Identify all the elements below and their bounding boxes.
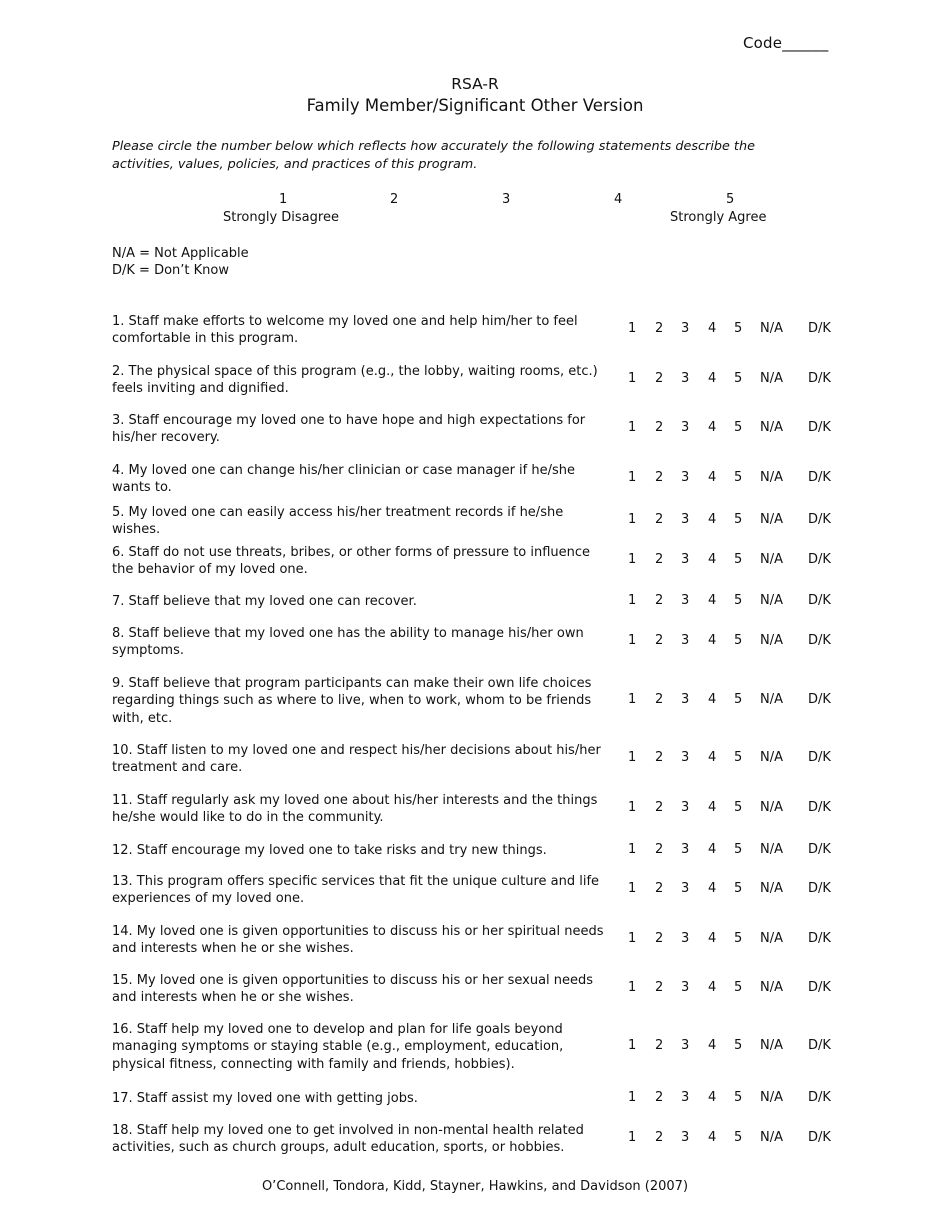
response-option-4[interactable]: 4 xyxy=(708,750,717,765)
response-option-4[interactable]: 4 xyxy=(708,1090,717,1105)
response-option-4[interactable]: 4 xyxy=(708,1130,717,1145)
response-option-4[interactable]: 4 xyxy=(708,470,717,485)
response-options xyxy=(112,362,842,398)
response-option-5[interactable]: 5 xyxy=(734,842,743,857)
scale-number-4: 4 xyxy=(614,192,623,207)
response-option-4[interactable]: 4 xyxy=(708,593,717,608)
response-option-dk[interactable]: D/K xyxy=(808,842,831,857)
response-option-1[interactable]: 1 xyxy=(628,1130,637,1145)
response-option-4[interactable]: 4 xyxy=(708,842,717,857)
response-option-3[interactable]: 3 xyxy=(681,692,690,707)
response-option-5[interactable]: 5 xyxy=(734,980,743,995)
response-option-4[interactable]: 4 xyxy=(708,420,717,435)
survey-item-row xyxy=(112,411,842,447)
response-option-2[interactable]: 2 xyxy=(655,321,664,336)
response-option-dk[interactable]: D/K xyxy=(808,420,831,435)
survey-item-row xyxy=(112,461,842,497)
response-options xyxy=(112,971,842,1007)
instructions: Please circle the number below which reflects how accurately the following statements describe the activities, values, policies, and practices of this program. xyxy=(112,139,755,172)
response-option-3[interactable]: 3 xyxy=(681,800,690,815)
response-option-4[interactable]: 4 xyxy=(708,552,717,567)
scale-high-label: Strongly Agree xyxy=(670,210,767,225)
response-options xyxy=(112,624,842,660)
response-option-na[interactable]: N/A xyxy=(760,470,783,485)
survey-item-row xyxy=(112,362,842,398)
response-option-1[interactable]: 1 xyxy=(628,633,637,648)
response-options xyxy=(112,674,842,728)
item-statement: 3. Staff encourage my loved one to have hope and high expectations for his/her recovery. xyxy=(112,412,586,445)
survey-item-row xyxy=(112,872,842,908)
response-option-na[interactable]: N/A xyxy=(760,1038,783,1053)
form-title: RSA-R xyxy=(451,75,499,93)
response-option-dk[interactable]: D/K xyxy=(808,1038,831,1053)
response-option-5[interactable]: 5 xyxy=(734,1090,743,1105)
response-option-4[interactable]: 4 xyxy=(708,1038,717,1053)
response-option-1[interactable]: 1 xyxy=(628,931,637,946)
response-option-na[interactable]: N/A xyxy=(760,512,783,527)
response-option-3[interactable]: 3 xyxy=(681,512,690,527)
response-option-dk[interactable]: D/K xyxy=(808,800,831,815)
response-option-3[interactable]: 3 xyxy=(681,552,690,567)
response-option-3[interactable]: 3 xyxy=(681,420,690,435)
survey-item-row xyxy=(112,624,842,660)
response-options xyxy=(112,543,842,579)
survey-item-row xyxy=(112,971,842,1007)
response-option-5[interactable]: 5 xyxy=(734,692,743,707)
response-option-dk[interactable]: D/K xyxy=(808,321,831,336)
response-option-1[interactable]: 1 xyxy=(628,593,637,608)
response-option-2[interactable]: 2 xyxy=(655,420,664,435)
item-statement: 9. Staff believe that program participants can make their own life choices regarding things such as where to live, when to work, whom to be friends with, etc. xyxy=(112,675,592,726)
response-option-1[interactable]: 1 xyxy=(628,980,637,995)
response-option-1[interactable]: 1 xyxy=(628,750,637,765)
response-option-3[interactable]: 3 xyxy=(681,1130,690,1145)
response-option-dk[interactable]: D/K xyxy=(808,512,831,527)
response-option-4[interactable]: 4 xyxy=(708,692,717,707)
survey-item-row xyxy=(112,922,842,958)
response-option-2[interactable]: 2 xyxy=(655,593,664,608)
survey-item-row xyxy=(112,312,842,348)
response-option-5[interactable]: 5 xyxy=(734,800,743,815)
legend-dk: D/K = Don’t Know xyxy=(112,263,229,278)
response-option-dk[interactable]: D/K xyxy=(808,633,831,648)
response-options xyxy=(112,872,842,908)
response-option-1[interactable]: 1 xyxy=(628,1038,637,1053)
scale-number-2: 2 xyxy=(390,192,399,207)
response-option-na[interactable]: N/A xyxy=(760,800,783,815)
survey-item-row xyxy=(112,674,842,728)
response-options xyxy=(112,841,842,861)
legend-na: N/A = Not Applicable xyxy=(112,246,249,261)
response-option-na[interactable]: N/A xyxy=(760,633,783,648)
response-option-3[interactable]: 3 xyxy=(681,321,690,336)
response-options xyxy=(112,1020,842,1074)
survey-item-row xyxy=(112,504,842,537)
response-option-5[interactable]: 5 xyxy=(734,552,743,567)
response-option-dk[interactable]: D/K xyxy=(808,692,831,707)
response-option-dk[interactable]: D/K xyxy=(808,1130,831,1145)
response-option-2[interactable]: 2 xyxy=(655,1090,664,1105)
item-statement: 16. Staff help my loved one to develop and plan for life goals beyond managing symptoms or staying stable (e.g., employment, education, physical fitness, connecting with family and friends, hobbies). xyxy=(112,1021,564,1072)
item-statement: 13. This program offers specific services that fit the unique culture and life experiences of my loved one. xyxy=(112,873,600,906)
response-option-3[interactable]: 3 xyxy=(681,980,690,995)
response-option-dk[interactable]: D/K xyxy=(808,931,831,946)
response-option-na[interactable]: N/A xyxy=(760,881,783,896)
response-option-1[interactable]: 1 xyxy=(628,800,637,815)
response-option-1[interactable]: 1 xyxy=(628,371,637,386)
response-option-5[interactable]: 5 xyxy=(734,931,743,946)
item-statement: 4. My loved one can change his/her clinician or case manager if he/she wants to. xyxy=(112,462,575,495)
response-option-3[interactable]: 3 xyxy=(681,470,690,485)
response-option-1[interactable]: 1 xyxy=(628,552,637,567)
response-option-3[interactable]: 3 xyxy=(681,931,690,946)
response-option-4[interactable]: 4 xyxy=(708,371,717,386)
response-option-na[interactable]: N/A xyxy=(760,552,783,567)
response-option-5[interactable]: 5 xyxy=(734,420,743,435)
response-option-na[interactable]: N/A xyxy=(760,420,783,435)
item-statement: 17. Staff assist my loved one with getting jobs. xyxy=(112,1091,418,1107)
item-statement: 1. Staff make efforts to welcome my loved one and help him/her to feel comfortable in this program. xyxy=(112,313,578,346)
scale-low-label: Strongly Disagree xyxy=(223,210,339,225)
response-option-1[interactable]: 1 xyxy=(628,692,637,707)
response-option-na[interactable]: N/A xyxy=(760,593,783,608)
response-option-na[interactable]: N/A xyxy=(760,1090,783,1105)
response-options xyxy=(112,312,842,348)
response-option-4[interactable]: 4 xyxy=(708,931,717,946)
response-option-2[interactable]: 2 xyxy=(655,512,664,527)
response-option-1[interactable]: 1 xyxy=(628,1090,637,1105)
response-option-dk[interactable]: D/K xyxy=(808,750,831,765)
survey-item-row xyxy=(112,543,842,579)
form-subtitle: Family Member/Significant Other Version xyxy=(306,96,644,115)
response-option-dk[interactable]: D/K xyxy=(808,881,831,896)
response-option-5[interactable]: 5 xyxy=(734,321,743,336)
response-option-2[interactable]: 2 xyxy=(655,470,664,485)
scale-number-5: 5 xyxy=(726,192,735,207)
response-option-5[interactable]: 5 xyxy=(734,1038,743,1053)
scale-number-3: 3 xyxy=(502,192,511,207)
response-option-dk[interactable]: D/K xyxy=(808,593,831,608)
response-option-2[interactable]: 2 xyxy=(655,371,664,386)
survey-item-row xyxy=(112,592,842,612)
item-statement: 12. Staff encourage my loved one to take risks and try new things. xyxy=(112,843,547,859)
response-option-2[interactable]: 2 xyxy=(655,800,664,815)
response-option-3[interactable]: 3 xyxy=(681,593,690,608)
response-option-5[interactable]: 5 xyxy=(734,512,743,527)
response-options xyxy=(112,1121,842,1157)
response-option-na[interactable]: N/A xyxy=(760,750,783,765)
response-options xyxy=(112,791,842,827)
response-options xyxy=(112,511,842,531)
response-options xyxy=(112,922,842,958)
response-option-na[interactable]: N/A xyxy=(760,931,783,946)
response-option-5[interactable]: 5 xyxy=(734,881,743,896)
response-option-2[interactable]: 2 xyxy=(655,692,664,707)
response-option-2[interactable]: 2 xyxy=(655,1038,664,1053)
response-options xyxy=(112,461,842,497)
response-option-2[interactable]: 2 xyxy=(655,750,664,765)
response-option-2[interactable]: 2 xyxy=(655,1130,664,1145)
survey-item-row xyxy=(112,841,842,861)
response-option-2[interactable]: 2 xyxy=(655,633,664,648)
response-option-dk[interactable]: D/K xyxy=(808,552,831,567)
response-option-4[interactable]: 4 xyxy=(708,800,717,815)
response-option-4[interactable]: 4 xyxy=(708,321,717,336)
item-statement: 5. My loved one can easily access his/her treatment records if he/she wishes. xyxy=(112,504,564,537)
item-statement: 10. Staff listen to my loved one and respect his/her decisions about his/her treatment and care. xyxy=(112,742,601,775)
response-option-dk[interactable]: D/K xyxy=(808,371,831,386)
response-option-na[interactable]: N/A xyxy=(760,1130,783,1145)
survey-item-row xyxy=(112,1089,842,1109)
response-option-3[interactable]: 3 xyxy=(681,1038,690,1053)
response-option-3[interactable]: 3 xyxy=(681,881,690,896)
response-option-5[interactable]: 5 xyxy=(734,750,743,765)
response-option-4[interactable]: 4 xyxy=(708,512,717,527)
response-option-5[interactable]: 5 xyxy=(734,633,743,648)
item-statement: 7. Staff believe that my loved one can recover. xyxy=(112,594,417,610)
response-option-2[interactable]: 2 xyxy=(655,881,664,896)
response-option-2[interactable]: 2 xyxy=(655,552,664,567)
response-option-4[interactable]: 4 xyxy=(708,633,717,648)
response-option-3[interactable]: 3 xyxy=(681,750,690,765)
response-option-1[interactable]: 1 xyxy=(628,842,637,857)
response-option-dk[interactable]: D/K xyxy=(808,470,831,485)
response-option-dk[interactable]: D/K xyxy=(808,1090,831,1105)
response-options xyxy=(112,741,842,777)
response-options xyxy=(112,411,842,447)
response-option-4[interactable]: 4 xyxy=(708,980,717,995)
response-option-na[interactable]: N/A xyxy=(760,842,783,857)
response-option-na[interactable]: N/A xyxy=(760,321,783,336)
response-option-5[interactable]: 5 xyxy=(734,593,743,608)
scale-number-1: 1 xyxy=(279,192,288,207)
item-statement: 18. Staff help my loved one to get involved in non-mental health related activities, such as church groups, adult education, sports, or hobbies. xyxy=(112,1122,584,1155)
response-option-na[interactable]: N/A xyxy=(760,371,783,386)
response-option-na[interactable]: N/A xyxy=(760,980,783,995)
response-option-3[interactable]: 3 xyxy=(681,371,690,386)
citation-footer: O’Connell, Tondora, Kidd, Stayner, Hawkins, and Davidson (2007) xyxy=(261,1179,689,1194)
response-option-5[interactable]: 5 xyxy=(734,1130,743,1145)
code-field: Code______ xyxy=(743,34,829,52)
response-option-1[interactable]: 1 xyxy=(628,321,637,336)
survey-item-row xyxy=(112,1121,842,1157)
item-statement: 15. My loved one is given opportunities to discuss his or her sexual needs and interests when he or she wishes. xyxy=(112,972,594,1005)
survey-item-row xyxy=(112,1020,842,1074)
response-option-3[interactable]: 3 xyxy=(681,842,690,857)
survey-item-row xyxy=(112,791,842,827)
item-statement: 2. The physical space of this program (e.g., the lobby, waiting rooms, etc.) feels inviting and dignified. xyxy=(112,363,598,396)
item-statement: 14. My loved one is given opportunities to discuss his or her spiritual needs and interests when he or she wishes. xyxy=(112,923,604,956)
response-option-2[interactable]: 2 xyxy=(655,842,664,857)
response-option-1[interactable]: 1 xyxy=(628,512,637,527)
response-option-3[interactable]: 3 xyxy=(681,1090,690,1105)
response-option-2[interactable]: 2 xyxy=(655,980,664,995)
response-options xyxy=(112,1089,842,1109)
response-option-na[interactable]: N/A xyxy=(760,692,783,707)
response-option-5[interactable]: 5 xyxy=(734,371,743,386)
survey-item-row xyxy=(112,741,842,777)
response-option-1[interactable]: 1 xyxy=(628,881,637,896)
response-option-5[interactable]: 5 xyxy=(734,470,743,485)
item-statement: 8. Staff believe that my loved one has the ability to manage his/her own symptoms. xyxy=(112,625,584,658)
response-option-1[interactable]: 1 xyxy=(628,470,637,485)
response-option-3[interactable]: 3 xyxy=(681,633,690,648)
response-option-2[interactable]: 2 xyxy=(655,931,664,946)
response-options xyxy=(112,592,842,612)
item-statement: 11. Staff regularly ask my loved one about his/her interests and the things he/she would like to do in the community. xyxy=(112,792,598,825)
item-statement: 6. Staff do not use threats, bribes, or other forms of pressure to influence the behavior of my loved one. xyxy=(112,544,591,577)
response-option-4[interactable]: 4 xyxy=(708,881,717,896)
response-option-dk[interactable]: D/K xyxy=(808,980,831,995)
response-option-1[interactable]: 1 xyxy=(628,420,637,435)
